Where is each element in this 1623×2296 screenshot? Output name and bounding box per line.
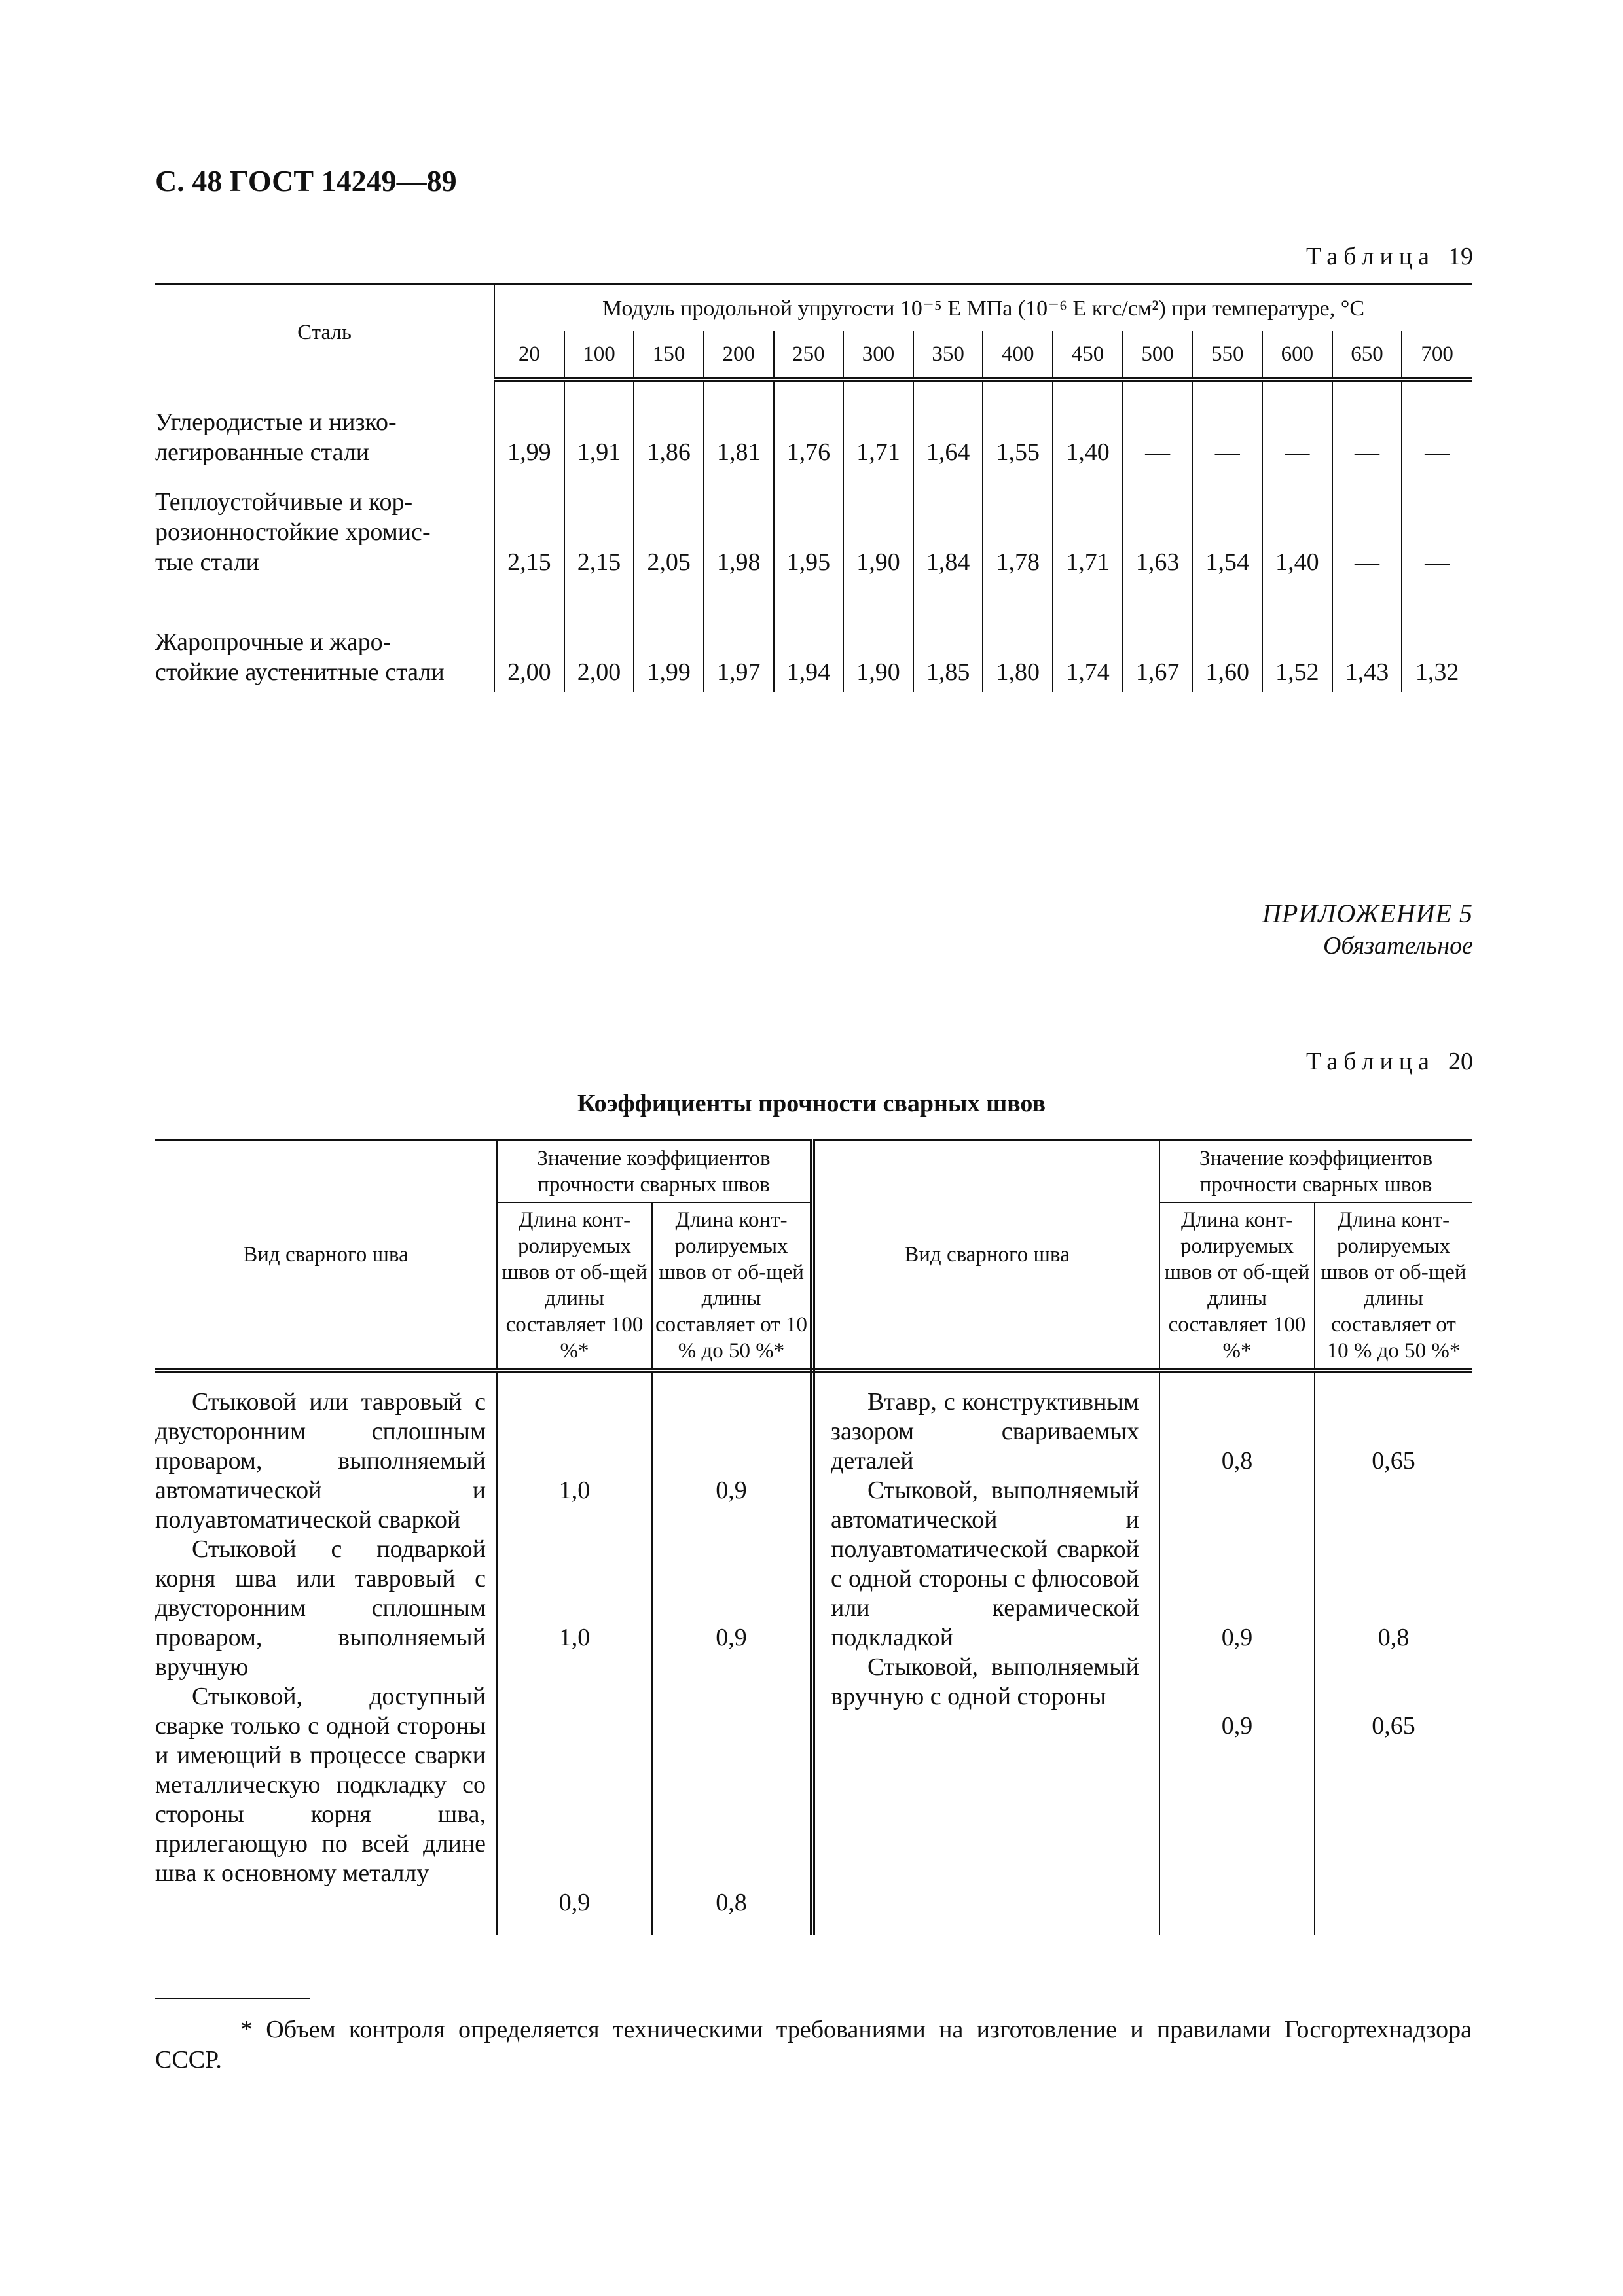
coef-value: 1,0 [558,1477,591,1504]
table-cell: 2,05 [634,473,704,583]
temp-header: 150 [634,331,704,380]
table-cell: 2,00 [564,583,634,692]
steel-name-line: Углеродистые и низко- [155,408,397,436]
coef-value: 0,9 [1221,1624,1253,1651]
table-cell: 1,86 [634,380,704,473]
steel-name [155,583,494,692]
value-cell [1159,1371,1315,1935]
temp-header: 400 [983,331,1053,380]
table-cell: 1,95 [774,473,844,583]
table-cell: — [1332,473,1402,583]
table-cell: 1,64 [913,380,983,473]
table-row [155,380,1472,473]
table-cell: 1,60 [1192,583,1262,692]
weld-kind-cell [812,1371,1159,1935]
temp-header: 450 [1053,331,1123,380]
temp-header: 600 [1262,331,1332,380]
table20-label [1306,1047,1473,1076]
table-cell: 2,00 [494,583,564,692]
temp-header: 350 [913,331,983,380]
table-cell: 1,52 [1262,583,1332,692]
coef-value: 0,9 [716,1624,747,1651]
list-item: Стыковой, выполняемый вручную с одной стороны [831,1653,1139,1710]
table20-label-word: Таблица [1305,1048,1435,1075]
table-cell: 1,67 [1123,583,1193,692]
subheader-100: Длина конт-ролируемых швов от об-щей длины составляет 100 %* [497,1202,652,1371]
subheader-10-50: Длина конт-ролируемых швов от об-щей длины составляет от 10 % до 50 %* [1315,1202,1472,1371]
table19 [155,283,1472,692]
table-cell: 1,43 [1332,583,1402,692]
value-cell [652,1371,812,1935]
list-item: Стыковой, доступный сварке только с одной стороны и имеющий в процессе сварки металлическую подкладку со стороны корня шва, прилегающую по всей длине шва к основному металлу [155,1683,486,1887]
steel-name [155,380,494,473]
weld-kind-list [815,1373,1159,1712]
table-cell: 1,80 [983,583,1053,692]
temp-header: 700 [1402,331,1472,380]
subheader-100: Длина конт-ролируемых швов от об-щей длины составляет 100 %* [1159,1202,1315,1371]
table20-number: 20 [1448,1048,1473,1075]
coef-value: 0,8 [1377,1624,1410,1651]
coef-value: 0,9 [1221,1712,1253,1740]
table20-group-header: Значение коэффициентов прочности сварных швов [497,1140,812,1202]
table-cell: 1,90 [843,583,913,692]
table-cell: — [1192,380,1262,473]
table20-title: Коэффициенты прочности сварных швов [577,1090,1046,1117]
table-cell: — [1402,380,1472,473]
appendix-title: ПРИЛОЖЕНИЕ 5 [1262,899,1473,928]
table-cell: 1,74 [1053,583,1123,692]
temp-header: 20 [494,331,564,380]
coef-value: 0,9 [558,1889,591,1916]
steel-name-line: стойкие аустенитные стали [155,658,445,686]
table-cell: 1,99 [634,583,704,692]
table-cell: 1,94 [774,583,844,692]
coef-value: 1,0 [558,1624,591,1651]
steel-name-line: тые стали [155,548,259,576]
temp-header: 100 [564,331,634,380]
footnote-rule [155,1998,310,1999]
temp-header: 650 [1332,331,1402,380]
list-item: Стыковой, выполняемый автоматической и полуавтоматической сваркой с одной стороны с флюсовой или керамической подкладкой [831,1477,1139,1651]
coef-value: 0,8 [1221,1447,1253,1475]
table-cell: 1,54 [1192,473,1262,583]
table-cell: 1,91 [564,380,634,473]
list-item: Стыковой или тавровый с двусторонним сплошным проваром, выполняемый автоматической и полуавтоматической сваркой [155,1388,486,1534]
weld-kind-cell [155,1371,497,1935]
table-cell: 1,71 [1053,473,1123,583]
table-cell: 1,90 [843,473,913,583]
table-cell: 1,81 [704,380,774,473]
table-row [155,473,1472,583]
table-cell: 1,40 [1053,380,1123,473]
coef-value: 0,65 [1372,1712,1415,1740]
table-cell: 1,84 [913,473,983,583]
steel-name [155,473,494,583]
list-item: Втавр, с конструктивным зазором свариваемых деталей [831,1388,1139,1475]
table20-col-kind: Вид сварного шва [155,1140,497,1371]
page-header: С. 48 ГОСТ 14249—89 [155,164,457,198]
list-item: Стыковой с подваркой корня шва или тавровый с двусторонним сплошным проваром, выполняемый вручную [155,1535,486,1681]
coef-value: 0,9 [716,1477,747,1504]
coef-value: 0,8 [716,1889,747,1916]
table-cell: 1,98 [704,473,774,583]
table-cell: 1,63 [1123,473,1193,583]
table-cell: 1,71 [843,380,913,473]
table-row [155,583,1472,692]
value-cell [1315,1371,1472,1935]
table-cell: 1,85 [913,583,983,692]
table-cell: 1,99 [494,380,564,473]
table-cell: 1,55 [983,380,1053,473]
table-cell: 1,78 [983,473,1053,583]
appendix-heading [1262,898,1473,960]
temp-header: 300 [843,331,913,380]
footnote: * Объем контроля определяется техническими требованиями на изготовление и правилами Госгортехнадзора СССР. [155,2016,1472,2073]
table19-label [1306,242,1473,271]
temp-header: 200 [704,331,774,380]
table-cell: 2,15 [494,473,564,583]
table-cell: 2,15 [564,473,634,583]
table19-label-word: Таблица [1305,243,1435,270]
table-cell: 1,32 [1402,583,1472,692]
table-cell: 1,76 [774,380,844,473]
table-row [155,1371,1472,1935]
table20-group-header: Значение коэффициентов прочности сварных швов [1159,1140,1472,1202]
table-cell: 1,97 [704,583,774,692]
table19-group-header: Модуль продольной упругости 10⁻⁵ E МПа (10⁻⁶ E кгс/см²) при температуре, °С [494,284,1472,331]
steel-name-line: Жаропрочные и жаро- [155,628,392,656]
weld-kind-list [155,1373,496,1888]
table20 [155,1139,1472,1935]
steel-name-line: розионностойкие хромис- [155,518,431,546]
coef-value: 0,65 [1372,1447,1415,1475]
value-cell [497,1371,652,1935]
table-cell: — [1123,380,1193,473]
temp-header: 250 [774,331,844,380]
subheader-10-50: Длина конт-ролируемых швов от об-щей длины составляет от 10 % до 50 %* [652,1202,812,1371]
table-cell: — [1262,380,1332,473]
table19-number: 19 [1448,243,1473,270]
temp-header: 500 [1123,331,1193,380]
steel-name-line: легированные стали [155,439,370,466]
table-cell: — [1332,380,1402,473]
table19-col-steel: Сталь [155,284,494,380]
appendix-subtitle: Обязательное [1322,932,1473,960]
temp-header: 550 [1192,331,1262,380]
table-cell: — [1402,473,1472,583]
table20-col-kind: Вид сварного шва [812,1140,1159,1371]
table-cell: 1,40 [1262,473,1332,583]
steel-name-line: Теплоустойчивые и кор- [155,488,413,516]
